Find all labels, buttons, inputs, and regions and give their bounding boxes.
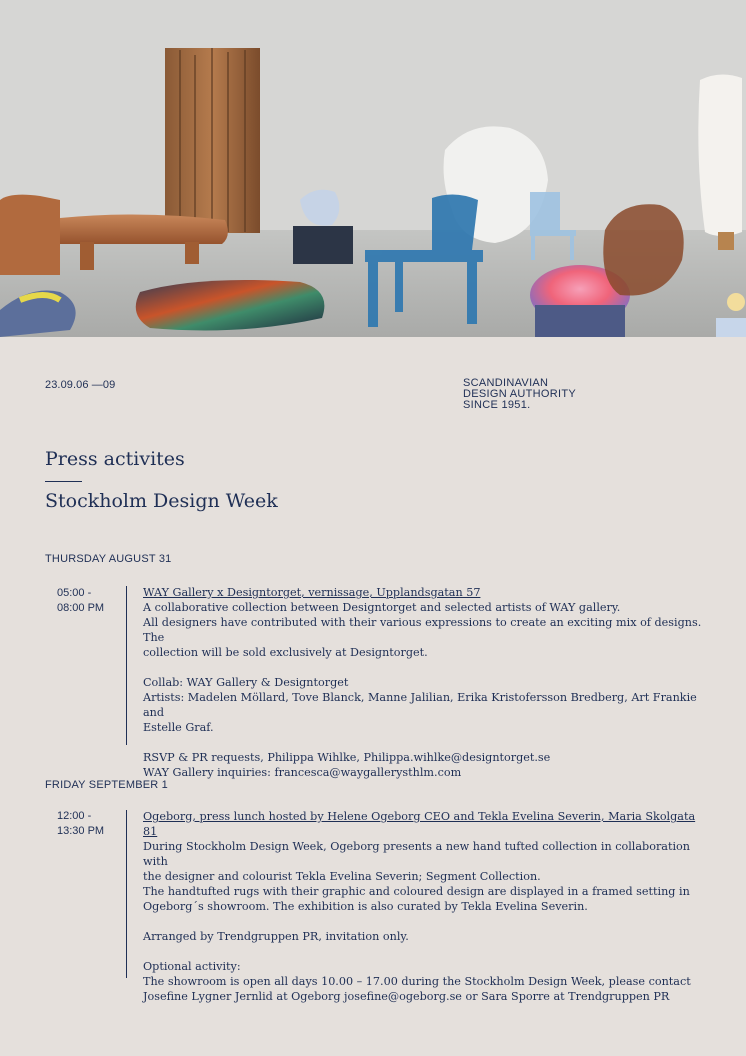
time-start: 05:00 - [57, 587, 92, 599]
time-end: 08:00 PM [57, 602, 105, 614]
event-text-line: Estelle Graf. [143, 721, 214, 734]
day-label: FRIDAY SEPTEMBER 1 [45, 779, 168, 791]
event-time [57, 809, 104, 839]
event-time [57, 586, 104, 616]
hero-photo [0, 0, 746, 337]
date-range: 23.09.06 —09 [45, 379, 116, 391]
day-label: THURSDAY AUGUST 31 [45, 553, 172, 565]
event-text-line: Optional activity: [143, 960, 241, 973]
spacer [143, 944, 703, 959]
time-end: 13:30 PM [57, 825, 105, 837]
tagline-line: DESIGN AUTHORITY [463, 388, 576, 400]
event-text-line: Ogeborg´s showroom. The exhibition is also curated by Tekla Evelina Severin. [143, 900, 588, 913]
event-text-line: A collaborative collection between Designtorget and selected artists of WAY gallery. [143, 601, 621, 614]
event-text-line: collection will be sold exclusively at Designtorget. [143, 646, 428, 659]
event-text-line: The showroom is open all days 10.00 – 17.00 during the Stockholm Design Week, please contact [143, 975, 691, 988]
event-entry [143, 585, 703, 780]
event-text-line: Collab: WAY Gallery & Designtorget [143, 676, 349, 689]
event-text-line: Artists: Madelen Möllard, Tove Blanck, Manne Jalilian, Erika Kristofersson Bredberg, Art Frankie and [143, 691, 697, 719]
event-text-line: the designer and colourist Tekla Evelina Severin; Segment Collection. [143, 870, 541, 883]
event-text-line: WAY Gallery inquiries: francesca@waygallerysthlm.com [143, 766, 462, 779]
event-text-line: During Stockholm Design Week, Ogeborg presents a new hand tufted collection in collaboration with [143, 840, 690, 868]
spacer [143, 914, 703, 929]
event-entry [143, 809, 703, 1004]
event-title-link[interactable]: WAY Gallery x Designtorget, vernissage, Upplandsgatan 57 [143, 586, 481, 599]
tagline-line: SINCE 1951. [463, 399, 531, 411]
event-text-line: All designers have contributed with their various expressions to create an exciting mix of designs. The [143, 616, 702, 644]
design-objects-illustration [0, 0, 746, 337]
tagline-line: SCANDINAVIAN [463, 377, 549, 389]
event-text-line: RSVP & PR requests, Philippa Wihlke, Philippa.wihlke@designtorget.se [143, 751, 551, 764]
event-divider-line [126, 810, 127, 978]
event-text-line: Josefine Lygner Jernlid at Ogeborg josefine@ogeborg.se or Sara Sporre at Trendgruppen PR [143, 990, 670, 1003]
spacer [143, 660, 703, 675]
heading-press-activities: Press activites [45, 448, 185, 470]
event-text-line: Arranged by Trendgruppen PR, invitation only. [143, 930, 409, 943]
time-start: 12:00 - [57, 810, 92, 822]
heading-divider [45, 481, 82, 482]
spacer [143, 735, 703, 750]
heading-design-week: Stockholm Design Week [45, 490, 278, 512]
event-text-line: The handtufted rugs with their graphic and coloured design are displayed in a framed setting in [143, 885, 690, 898]
event-title-link[interactable]: Ogeborg, press lunch hosted by Helene Ogeborg CEO and Tekla Evelina Severin, Maria Skolgata 81 [143, 810, 696, 838]
brand-tagline [463, 378, 576, 411]
event-divider-line [126, 586, 127, 745]
